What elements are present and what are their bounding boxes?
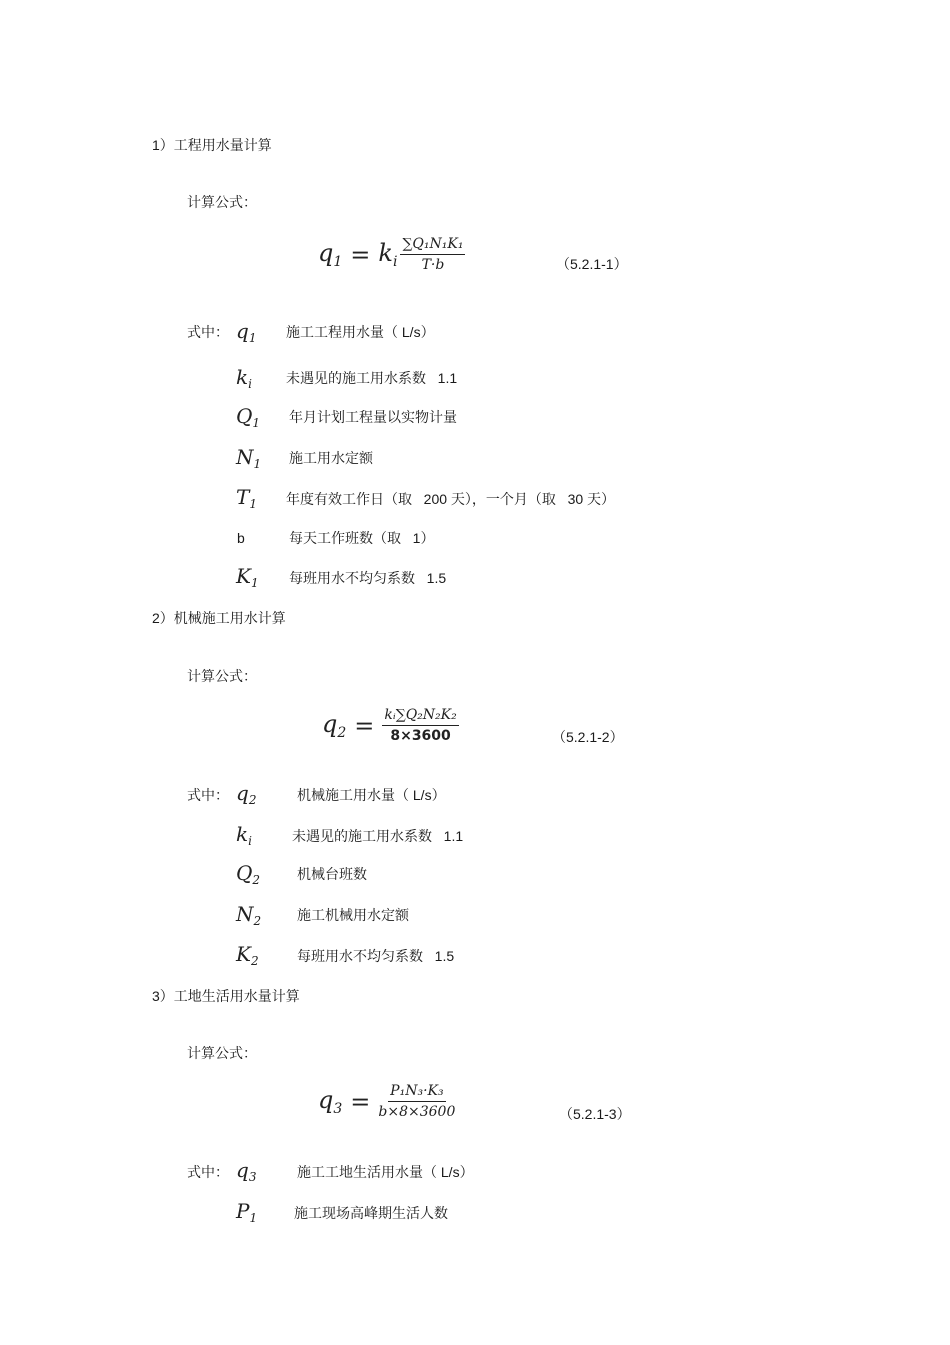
def-text: 机械施工用水量（ L/s）: [297, 787, 446, 803]
def-symbol: $K_1$: [236, 564, 259, 590]
formula-numerator: ∑Q₁N₁K₁: [400, 236, 465, 255]
section-3-heading: 3）工地生活用水量计算: [152, 988, 300, 1004]
formula-denominator: T·b: [421, 257, 445, 273]
def-symbol: $N_1$: [236, 445, 262, 471]
section-2-where-label: 式中：: [187, 787, 229, 803]
def-text: 施工机械用水定额: [297, 907, 409, 923]
formula-lhs: $q_1$: [318, 239, 343, 270]
formula-fraction: [378, 1083, 455, 1120]
formula-lhs: $q_2$: [322, 710, 347, 741]
def-symbol: $q_3$: [236, 1158, 257, 1184]
def-text: 施工工地生活用水量（ L/s）: [297, 1164, 474, 1180]
formula-denominator: 8×3600: [390, 728, 451, 744]
def-text: 未遇见的施工用水系数 1.1: [292, 828, 464, 844]
formula-5-2-1-2: $q_2$ = $\frac{\text{kᵢ∑Q₂N₂K₂}}{8\times 3600}$: [322, 707, 457, 744]
formula-number: （5.2.1-3）: [559, 1106, 631, 1122]
def-symbol: $Q_1$: [236, 404, 261, 430]
def-symbol: $q_2$: [236, 781, 257, 807]
formula-denominator: b×8×3600: [378, 1104, 456, 1120]
def-symbol: $N_2$: [236, 902, 262, 928]
def-symbol: $k_i$: [236, 365, 252, 391]
section-1-formula-label: 计算公式：: [187, 194, 257, 210]
def-symbol: $T_1$: [236, 485, 257, 511]
def-symbol: $q_1$: [236, 319, 257, 345]
def-symbol: $P_1$: [236, 1199, 258, 1225]
def-text: 年度有效工作日（取 200 天），一个月（取 30 天）: [286, 491, 616, 507]
section-2-formula-label: 计算公式：: [187, 668, 257, 684]
def-text: 每班用水不均匀系数 1.5: [297, 948, 455, 964]
formula-coefficient: $k_i$: [378, 239, 398, 270]
formula-lhs: $q_3$: [318, 1086, 343, 1117]
formula-number: （5.2.1-1）: [556, 256, 628, 272]
formula-fraction: [382, 707, 458, 744]
def-symbol: $Q_2$: [236, 861, 261, 887]
formula-numerator: kᵢ∑Q₂N₂K₂: [382, 707, 458, 726]
section-1-where-label: 式中：: [187, 324, 229, 340]
def-text: 施工用水定额: [289, 450, 373, 466]
def-text: 施工工程用水量（ L/s）: [286, 324, 435, 340]
def-text: 施工现场高峰期生活人数: [294, 1205, 448, 1221]
def-text: 机械台班数: [297, 866, 367, 882]
def-symbol: $K_2$: [236, 942, 259, 968]
def-text: 每班用水不均匀系数 1.5: [289, 570, 447, 586]
formula-numerator: P₁N₃·K₃: [388, 1083, 445, 1102]
section-3-formula-label: 计算公式：: [187, 1045, 257, 1061]
def-text: 未遇见的施工用水系数 1.1: [286, 370, 458, 386]
def-text: 年月计划工程量以实物计量: [289, 409, 457, 425]
section-2-heading: 2）机械施工用水计算: [152, 610, 286, 626]
def-symbol: b: [237, 530, 245, 546]
def-text: 每天工作班数（取 1）: [289, 530, 435, 546]
formula-fraction: [400, 236, 465, 273]
section-1-heading: 1）工程用水量计算: [152, 137, 272, 153]
formula-5-2-1-3: $q_3$ = $\frac{\text{P₁N₃·K₃}}{b\times 8\times 3600}$: [318, 1083, 456, 1120]
def-symbol: $k_i$: [236, 822, 252, 848]
section-3-where-label: 式中：: [187, 1164, 229, 1180]
formula-5-2-1-1: $q_1$ = $k_i$ $\frac{\text{∑Q₁N₁K₁}}{T\cdot b}$: [318, 236, 464, 273]
formula-number: （5.2.1-2）: [552, 729, 624, 745]
